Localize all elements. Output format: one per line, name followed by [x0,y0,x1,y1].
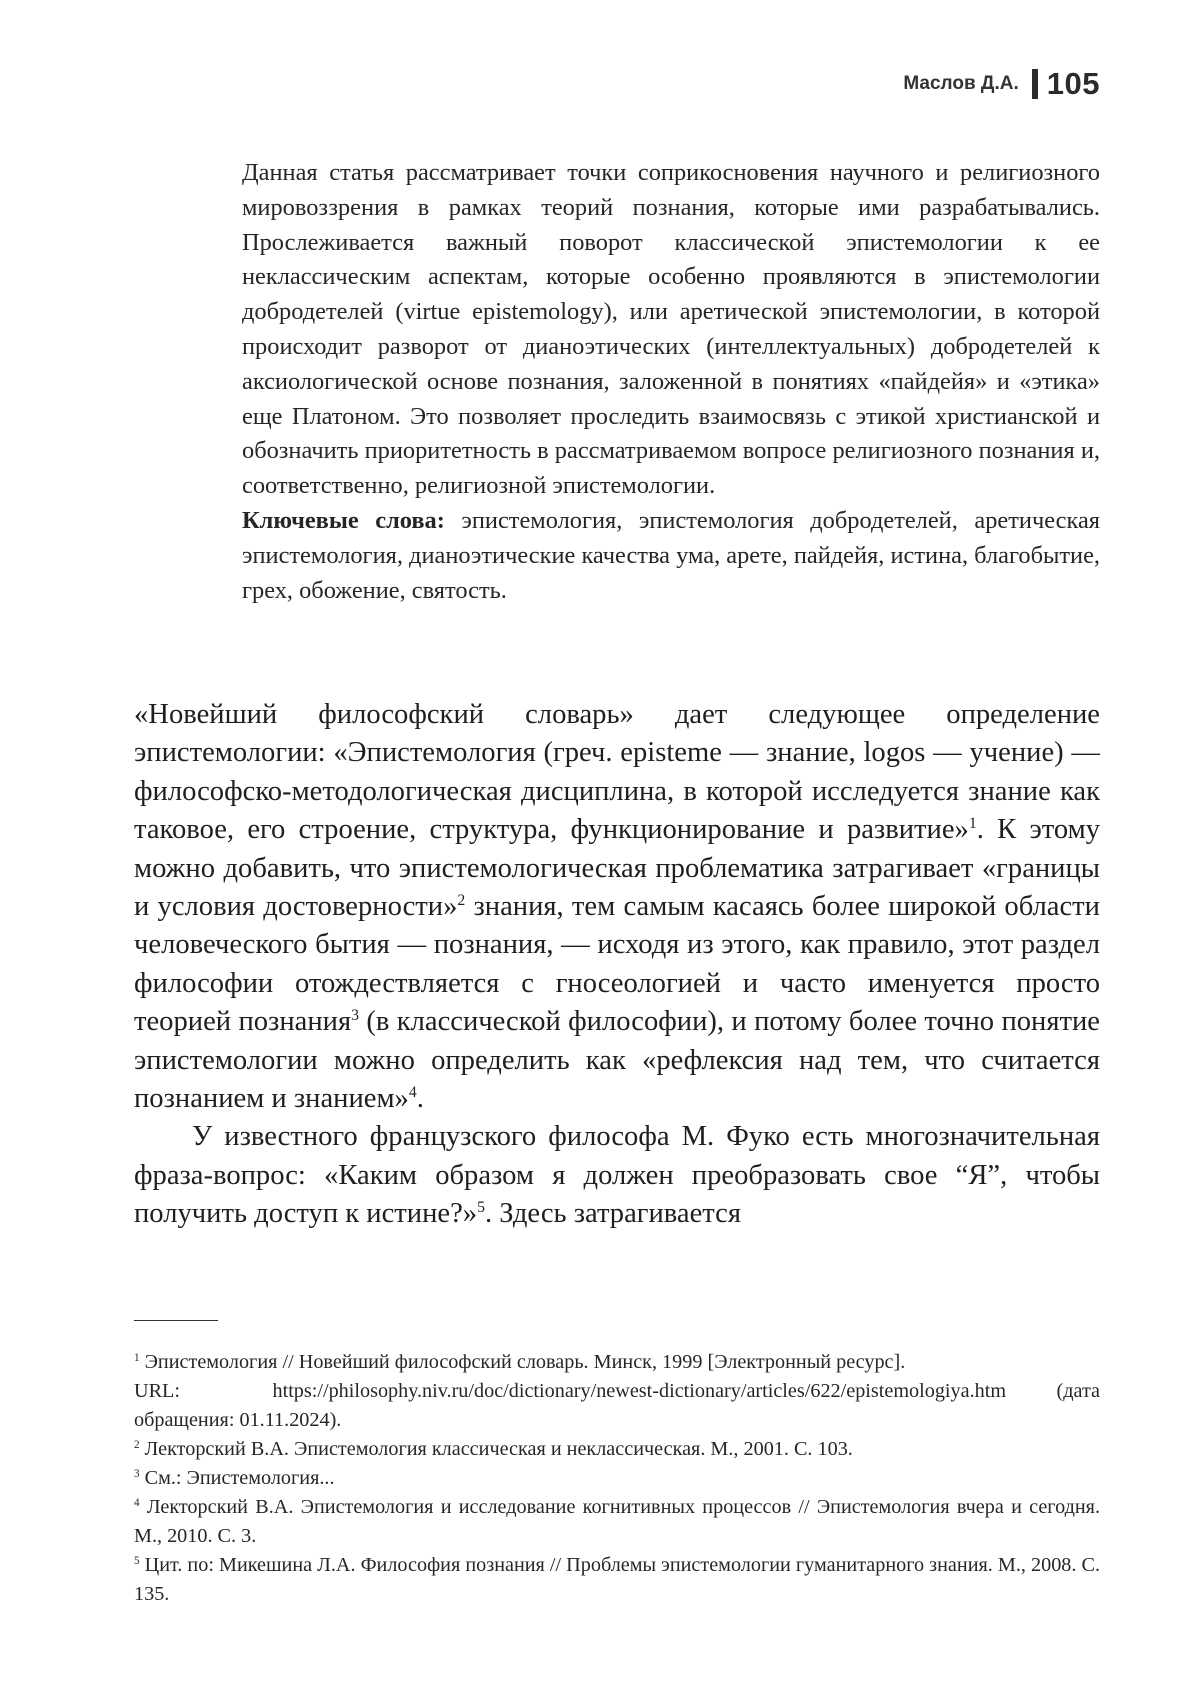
footnote-1 [134,1348,1100,1435]
footnote-text: Лекторский В.А. Эпистемология классическая и неклассическая. М., 2001. С. 103. [139,1438,853,1460]
footnote-4 [134,1493,1100,1551]
abstract [242,156,1100,608]
footnote-number: 4 [134,1496,140,1509]
running-head-author: Маслов Д.А. [903,73,1019,94]
footnote-ref-2[interactable]: 2 [457,891,466,909]
footnote-3 [134,1464,1100,1493]
footnote-ref-4[interactable]: 4 [408,1083,417,1101]
footnote-number: 2 [134,1438,140,1451]
footnote-text: Лекторский В.А. Эпистемология и исследование когнитивных процессов // Эпистемология вчера и сегодня. М., 2010. С. 3. [134,1496,1100,1547]
footnote-ref-5[interactable]: 5 [477,1199,485,1217]
footnote-text: Цит. по: Микешина Л.А. Философия познания // Проблемы эпистемологии гуманитарного знания. М., 2008. С. 135. [134,1554,1100,1605]
footnote-ref-3[interactable]: 3 [351,1007,359,1025]
footnote-number: 1 [134,1351,140,1364]
body-text: «Новейший философский словарь» дает следующее определение эпистемологии: «Эпистемология (греч. episteme — знание, logos — учение) — философско-методологическая дисциплина, в которой исследуется знание как таковое, его строение, структура, функционирование и развитие» [134,699,1100,846]
body-text: (в классической философии), и потому более точно понятие эпистемологии можно определить как «рефлексия над тем, что считается познанием и знанием» [134,1006,1100,1115]
footnote-number: 3 [134,1467,140,1480]
body-paragraph-1 [134,696,1100,1118]
footnote-ref-1[interactable]: 1 [968,815,977,832]
body-text: У известного французского философа М. Фуко есть многозначительная фраза-вопрос: «Каким образом я должен преобразовать свое “Я”, чтобы получить доступ к истине?» [134,1121,1100,1230]
footnote-url-line [134,1380,1006,1402]
running-head-divider [1032,69,1038,99]
footnotes [134,1348,1100,1609]
keywords-list: эпистемология, эпистемология добродетелей, аретическая эпистемология, дианоэтические качества ума, арете, пайдейя, истина, благобытие, грех, обожение, святость. [242,506,1100,604]
main-text [134,696,1100,1234]
body-text: . [416,1083,424,1115]
footnote-number: 5 [134,1554,140,1567]
footnote-text: См.: Эпистемология... [139,1467,335,1489]
page-number: 105 [1046,66,1100,101]
running-head [903,66,1100,102]
body-paragraph-2 [134,1118,1100,1233]
body-text: . Здесь затрагивается [484,1198,741,1230]
footnote-url-link[interactable]: https://philosophy.niv.ru/doc/dictionary/newest-dictionary/articles/622/epistemologiya.htm [272,1380,1007,1402]
footnote-5 [134,1551,1100,1609]
footnote-separator [134,1320,218,1321]
footnote-url-label: URL: [134,1380,180,1402]
body-text: знания, тем самым касаясь более широкой области человеческого бытия — познания, — исходя из этого, как правило, этот раздел философии отождествляется с гносеологией и часто именуется просто теорией познания [134,891,1100,1038]
footnote-2 [134,1435,1100,1464]
keywords [242,504,1100,608]
footnote-text: Эпистемология // Новейший философский словарь. Минск, 1999 [Электронный ресурс]. [139,1351,906,1373]
footnote-access-date: (дата обращения: 01.11.2024). [134,1380,1100,1431]
body-text: . К этому можно добавить, что эпистемологическая проблематика затрагивает «границы и условия достоверности» [134,814,1100,923]
abstract-text: Данная статья рассматривает точки соприкосновения научного и религиозного мировоззрения в рамках теорий познания, которые ими разрабатывались. Прослеживается важный поворот классической эпистемологии к ее неклассическим аспектам, которые особенно проявляются в эпистемологии добродетелей (virtue epistemology), или аретической эпистемологии, в которой происходит разворот от дианоэтических (интеллектуальных) добродетелей к аксиологической основе познания, заложенной в понятиях «пайдейя» и «этика» еще Платоном. Это позволяет проследить взаимосвязь с этикой христианской и обозначить приоритетность в рассматриваемом вопросе религиозного познания и, соответственно, религиозной эпистемологии. [242,159,1100,500]
keywords-label: Ключевые слова: [242,506,445,534]
